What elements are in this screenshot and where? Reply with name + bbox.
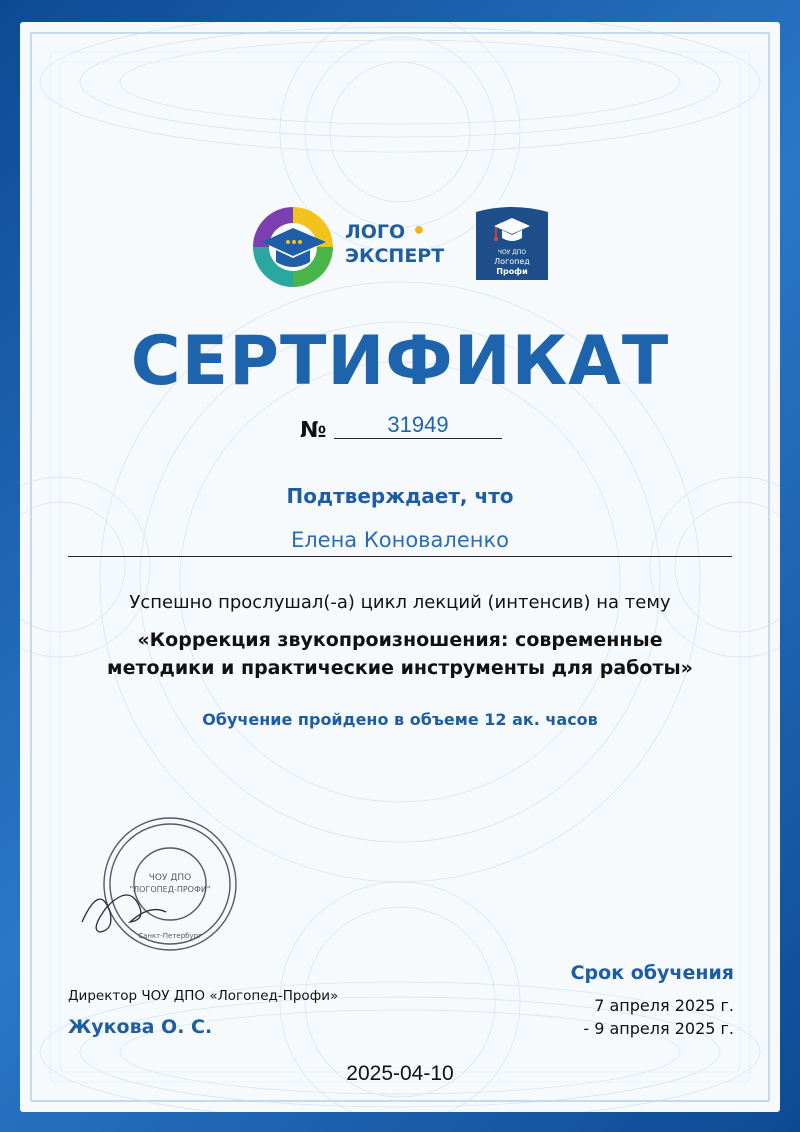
certificate-paper [20, 22, 780, 1112]
study-period-from: 7 апреля 2025 г. [594, 996, 734, 1015]
recipient-underline [68, 556, 732, 557]
stamp-center-line2: "ЛОГОПЕД-ПРОФИ" [129, 885, 211, 894]
study-period-to: - 9 апреля 2025 г. [583, 1019, 734, 1038]
passed-text: Успешно прослушал(-а) цикл лекций (интенсив) на тему [129, 592, 671, 613]
official-stamp [70, 812, 250, 962]
recipient-name: Елена Коноваленко [290, 528, 510, 552]
signature-scribble [82, 895, 166, 932]
logo-expert-text: ЛОГО • ЭКСПЕРТ [345, 219, 445, 267]
number-sign: № [300, 418, 327, 443]
stamp-city: Санкт-Петербург [138, 932, 202, 940]
logo-expert-icon [248, 202, 338, 292]
logo2-line1: ЧОУ ДПО [497, 249, 527, 256]
logo2-line3: Профи [496, 267, 528, 276]
certificate-title: СЕРТИФИКАТ [130, 322, 670, 401]
number-underline [334, 438, 502, 439]
director-name: Жукова О. С. [68, 1016, 213, 1038]
certificate-number-row [300, 414, 520, 448]
topic-line-1: «Коррекция звукопроизношения: современные [137, 629, 663, 651]
issue-date: 2025-04-10 [346, 1062, 454, 1085]
study-period-title: Срок обучения [570, 962, 734, 984]
course-topic [80, 626, 720, 682]
confirms-heading: Подтверждает, что [286, 484, 514, 508]
logoped-profi-logo [472, 204, 552, 286]
topic-line-2: методики и практические инструменты для работы» [107, 657, 693, 679]
logo2-line2: Логопед [494, 257, 530, 266]
director-title: Директор ЧОУ ДПО «Логопед-Профи» [68, 988, 339, 1004]
stamp-center-line1: ЧОУ ДПО [148, 873, 192, 883]
study-volume: Обучение пройдено в объеме 12 ак. часов [202, 710, 598, 729]
certificate-number: 31949 [387, 412, 449, 437]
